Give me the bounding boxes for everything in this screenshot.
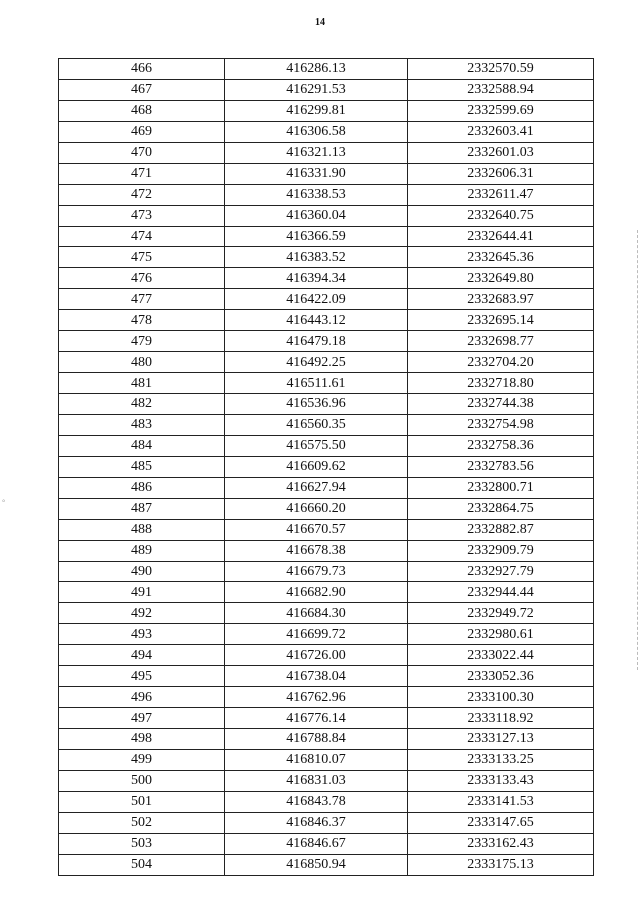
page-number: 14	[315, 17, 325, 28]
y-coordinate-cell: 2333175.13	[408, 854, 594, 875]
x-coordinate-cell: 416846.37	[225, 812, 408, 833]
x-coordinate-cell: 416291.53	[225, 79, 408, 100]
point-number-cell: 492	[59, 603, 225, 624]
scan-edge-line	[636, 230, 638, 670]
coordinates-table-body	[59, 59, 594, 876]
point-number-cell: 473	[59, 205, 225, 226]
x-coordinate-cell: 416360.04	[225, 205, 408, 226]
y-coordinate-cell: 2332949.72	[408, 603, 594, 624]
point-number-cell: 489	[59, 540, 225, 561]
x-coordinate-cell: 416383.52	[225, 247, 408, 268]
x-coordinate-cell: 416850.94	[225, 854, 408, 875]
x-coordinate-cell: 416831.03	[225, 770, 408, 791]
x-coordinate-cell: 416479.18	[225, 331, 408, 352]
x-coordinate-cell: 416788.84	[225, 729, 408, 750]
table-row	[59, 352, 594, 373]
x-coordinate-cell: 416660.20	[225, 498, 408, 519]
point-number-cell: 475	[59, 247, 225, 268]
y-coordinate-cell: 2333118.92	[408, 708, 594, 729]
point-number-cell: 504	[59, 854, 225, 875]
y-coordinate-cell: 2333100.30	[408, 687, 594, 708]
table-row	[59, 749, 594, 770]
y-coordinate-cell: 2333147.65	[408, 812, 594, 833]
point-number-cell: 501	[59, 791, 225, 812]
y-coordinate-cell: 2332601.03	[408, 142, 594, 163]
y-coordinate-cell: 2332640.75	[408, 205, 594, 226]
y-coordinate-cell: 2332606.31	[408, 163, 594, 184]
table-row	[59, 289, 594, 310]
x-coordinate-cell: 416306.58	[225, 121, 408, 142]
table-row	[59, 268, 594, 289]
point-number-cell: 474	[59, 226, 225, 247]
table-row	[59, 645, 594, 666]
table-row	[59, 100, 594, 121]
y-coordinate-cell: 2332744.38	[408, 394, 594, 415]
table-row	[59, 770, 594, 791]
point-number-cell: 468	[59, 100, 225, 121]
point-number-cell: 483	[59, 414, 225, 435]
x-coordinate-cell: 416286.13	[225, 59, 408, 80]
table-row	[59, 142, 594, 163]
point-number-cell: 467	[59, 79, 225, 100]
x-coordinate-cell: 416776.14	[225, 708, 408, 729]
y-coordinate-cell: 2332603.41	[408, 121, 594, 142]
point-number-cell: 471	[59, 163, 225, 184]
table-row	[59, 582, 594, 603]
table-row	[59, 603, 594, 624]
point-number-cell: 469	[59, 121, 225, 142]
point-number-cell: 478	[59, 310, 225, 331]
y-coordinate-cell: 2332599.69	[408, 100, 594, 121]
table-row	[59, 310, 594, 331]
x-coordinate-cell: 416679.73	[225, 561, 408, 582]
y-coordinate-cell: 2332980.61	[408, 624, 594, 645]
x-coordinate-cell: 416810.07	[225, 749, 408, 770]
point-number-cell: 481	[59, 373, 225, 394]
point-number-cell: 487	[59, 498, 225, 519]
y-coordinate-cell: 2332611.47	[408, 184, 594, 205]
y-coordinate-cell: 2333022.44	[408, 645, 594, 666]
y-coordinate-cell: 2332644.41	[408, 226, 594, 247]
table-row	[59, 163, 594, 184]
point-number-cell: 485	[59, 456, 225, 477]
x-coordinate-cell: 416726.00	[225, 645, 408, 666]
table-row	[59, 456, 594, 477]
x-coordinate-cell: 416699.72	[225, 624, 408, 645]
table-row	[59, 184, 594, 205]
x-coordinate-cell: 416492.25	[225, 352, 408, 373]
table-row	[59, 708, 594, 729]
point-number-cell: 494	[59, 645, 225, 666]
x-coordinate-cell: 416738.04	[225, 666, 408, 687]
table-row	[59, 477, 594, 498]
y-coordinate-cell: 2332649.80	[408, 268, 594, 289]
table-row	[59, 79, 594, 100]
y-coordinate-cell: 2332588.94	[408, 79, 594, 100]
x-coordinate-cell: 416299.81	[225, 100, 408, 121]
table-row	[59, 331, 594, 352]
x-coordinate-cell: 416846.67	[225, 833, 408, 854]
y-coordinate-cell: 2332754.98	[408, 414, 594, 435]
point-number-cell: 495	[59, 666, 225, 687]
coordinates-table	[58, 58, 594, 876]
point-number-cell: 503	[59, 833, 225, 854]
table-row	[59, 666, 594, 687]
x-coordinate-cell: 416560.35	[225, 414, 408, 435]
point-number-cell: 499	[59, 749, 225, 770]
table-row	[59, 854, 594, 875]
x-coordinate-cell: 416338.53	[225, 184, 408, 205]
table-row	[59, 498, 594, 519]
point-number-cell: 486	[59, 477, 225, 498]
x-coordinate-cell: 416422.09	[225, 289, 408, 310]
y-coordinate-cell: 2332783.56	[408, 456, 594, 477]
x-coordinate-cell: 416443.12	[225, 310, 408, 331]
point-number-cell: 496	[59, 687, 225, 708]
y-coordinate-cell: 2332927.79	[408, 561, 594, 582]
table-row	[59, 414, 594, 435]
point-number-cell: 502	[59, 812, 225, 833]
table-row	[59, 205, 594, 226]
x-coordinate-cell: 416394.34	[225, 268, 408, 289]
y-coordinate-cell: 2332909.79	[408, 540, 594, 561]
point-number-cell: 470	[59, 142, 225, 163]
point-number-cell: 490	[59, 561, 225, 582]
y-coordinate-cell: 2333141.53	[408, 791, 594, 812]
x-coordinate-cell: 416321.13	[225, 142, 408, 163]
table-row	[59, 519, 594, 540]
x-coordinate-cell: 416670.57	[225, 519, 408, 540]
point-number-cell: 480	[59, 352, 225, 373]
point-number-cell: 484	[59, 435, 225, 456]
table-row	[59, 121, 594, 142]
point-number-cell: 497	[59, 708, 225, 729]
y-coordinate-cell: 2332695.14	[408, 310, 594, 331]
y-coordinate-cell: 2332645.36	[408, 247, 594, 268]
point-number-cell: 493	[59, 624, 225, 645]
x-coordinate-cell: 416331.90	[225, 163, 408, 184]
point-number-cell: 500	[59, 770, 225, 791]
table-row	[59, 561, 594, 582]
table-row	[59, 687, 594, 708]
y-coordinate-cell: 2332704.20	[408, 352, 594, 373]
table-row	[59, 833, 594, 854]
point-number-cell: 477	[59, 289, 225, 310]
table-row	[59, 394, 594, 415]
point-number-cell: 466	[59, 59, 225, 80]
x-coordinate-cell: 416536.96	[225, 394, 408, 415]
point-number-cell: 472	[59, 184, 225, 205]
x-coordinate-cell: 416627.94	[225, 477, 408, 498]
point-number-cell: 479	[59, 331, 225, 352]
y-coordinate-cell: 2332758.36	[408, 435, 594, 456]
table-row	[59, 791, 594, 812]
point-number-cell: 498	[59, 729, 225, 750]
y-coordinate-cell: 2332570.59	[408, 59, 594, 80]
x-coordinate-cell: 416511.61	[225, 373, 408, 394]
y-coordinate-cell: 2332698.77	[408, 331, 594, 352]
y-coordinate-cell: 2332718.80	[408, 373, 594, 394]
table-row	[59, 812, 594, 833]
y-coordinate-cell: 2332864.75	[408, 498, 594, 519]
table-row	[59, 624, 594, 645]
y-coordinate-cell: 2333162.43	[408, 833, 594, 854]
y-coordinate-cell: 2332882.87	[408, 519, 594, 540]
y-coordinate-cell: 2332944.44	[408, 582, 594, 603]
point-number-cell: 491	[59, 582, 225, 603]
x-coordinate-cell: 416684.30	[225, 603, 408, 624]
y-coordinate-cell: 2333133.25	[408, 749, 594, 770]
x-coordinate-cell: 416762.96	[225, 687, 408, 708]
table-row	[59, 540, 594, 561]
x-coordinate-cell: 416366.59	[225, 226, 408, 247]
y-coordinate-cell: 2333052.36	[408, 666, 594, 687]
x-coordinate-cell: 416843.78	[225, 791, 408, 812]
y-coordinate-cell: 2332683.97	[408, 289, 594, 310]
y-coordinate-cell: 2333133.43	[408, 770, 594, 791]
point-number-cell: 482	[59, 394, 225, 415]
y-coordinate-cell: 2332800.71	[408, 477, 594, 498]
x-coordinate-cell: 416575.50	[225, 435, 408, 456]
table-row	[59, 435, 594, 456]
table-row	[59, 226, 594, 247]
scan-artifact-mark: °	[2, 498, 6, 507]
table-row	[59, 247, 594, 268]
x-coordinate-cell: 416678.38	[225, 540, 408, 561]
table-row	[59, 373, 594, 394]
x-coordinate-cell: 416682.90	[225, 582, 408, 603]
x-coordinate-cell: 416609.62	[225, 456, 408, 477]
table-row	[59, 729, 594, 750]
point-number-cell: 476	[59, 268, 225, 289]
y-coordinate-cell: 2333127.13	[408, 729, 594, 750]
table-row	[59, 59, 594, 80]
point-number-cell: 488	[59, 519, 225, 540]
